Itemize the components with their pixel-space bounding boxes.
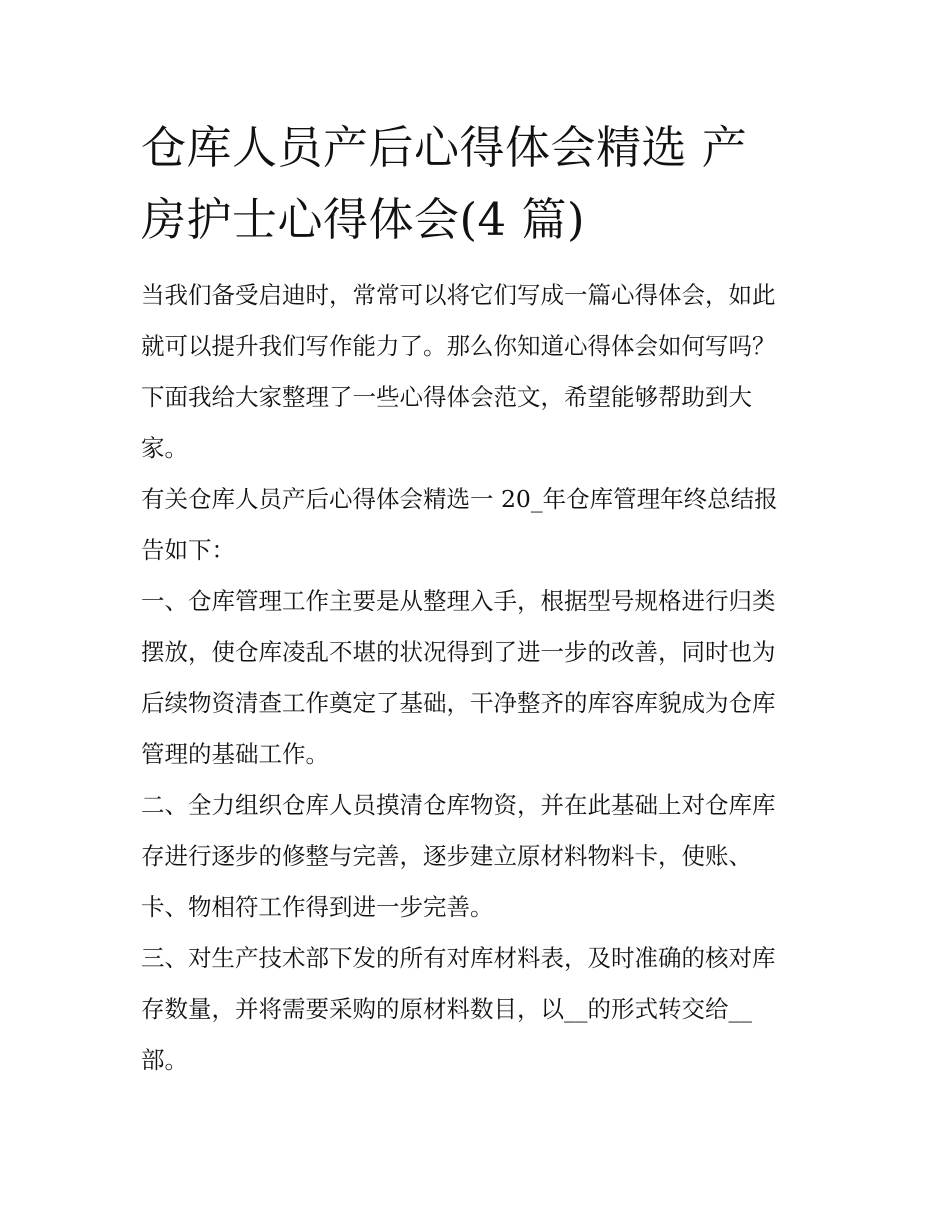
paragraph-line: 管理的基础工作。	[141, 740, 329, 768]
paragraph-line: 告如下：	[141, 536, 235, 564]
document-title	[141, 112, 816, 256]
title-line-1: 仓库人员产后心得体会精选 产	[141, 121, 748, 174]
paragraph-line: 存数量，并将需要采购的原材料数目，以__的形式转交给__	[141, 995, 752, 1023]
paragraph-item-3	[141, 933, 816, 1086]
paragraph-line: 存进行逐步的修整与完善，逐步建立原材料物料卡，使账、	[141, 842, 752, 870]
paragraph-intro	[141, 270, 816, 474]
paragraph-line: 部。	[141, 1046, 188, 1074]
paragraph-section-heading	[141, 474, 816, 576]
paragraph-line: 后续物资清查工作奠定了基础，干净整齐的库容库貌成为仓库	[141, 689, 776, 717]
paragraph-line: 一、仓库管理工作主要是从整理入手，根据型号规格进行归类	[141, 587, 776, 615]
document-body	[141, 270, 816, 1086]
paragraph-line: 二、全力组织仓库人员摸清仓库物资，并在此基础上对仓库库	[141, 791, 776, 819]
paragraph-line: 家。	[141, 434, 188, 462]
paragraph-line: 下面我给大家整理了一些心得体会范文，希望能够帮助到大	[141, 383, 752, 411]
title-line-2: 房护士心得体会(4 篇)	[141, 193, 586, 246]
paragraph-line: 三、对生产技术部下发的所有对库材料表，及时准确的核对库	[141, 944, 776, 972]
paragraph-line: 有关仓库人员产后心得体会精选一 20_年仓库管理年终总结报	[141, 485, 778, 513]
paragraph-line: 卡、物相符工作得到进一步完善。	[141, 893, 494, 921]
paragraph-line: 就可以提升我们写作能力了。那么你知道心得体会如何写吗？	[141, 332, 776, 360]
paragraph-line: 摆放，使仓库凌乱不堪的状况得到了进一步的改善，同时也为	[141, 638, 776, 666]
paragraph-item-2	[141, 780, 816, 933]
document-content	[141, 112, 816, 1086]
paragraph-item-1	[141, 576, 816, 780]
paragraph-line: 当我们备受启迪时，常常可以将它们写成一篇心得体会，如此	[141, 281, 776, 309]
